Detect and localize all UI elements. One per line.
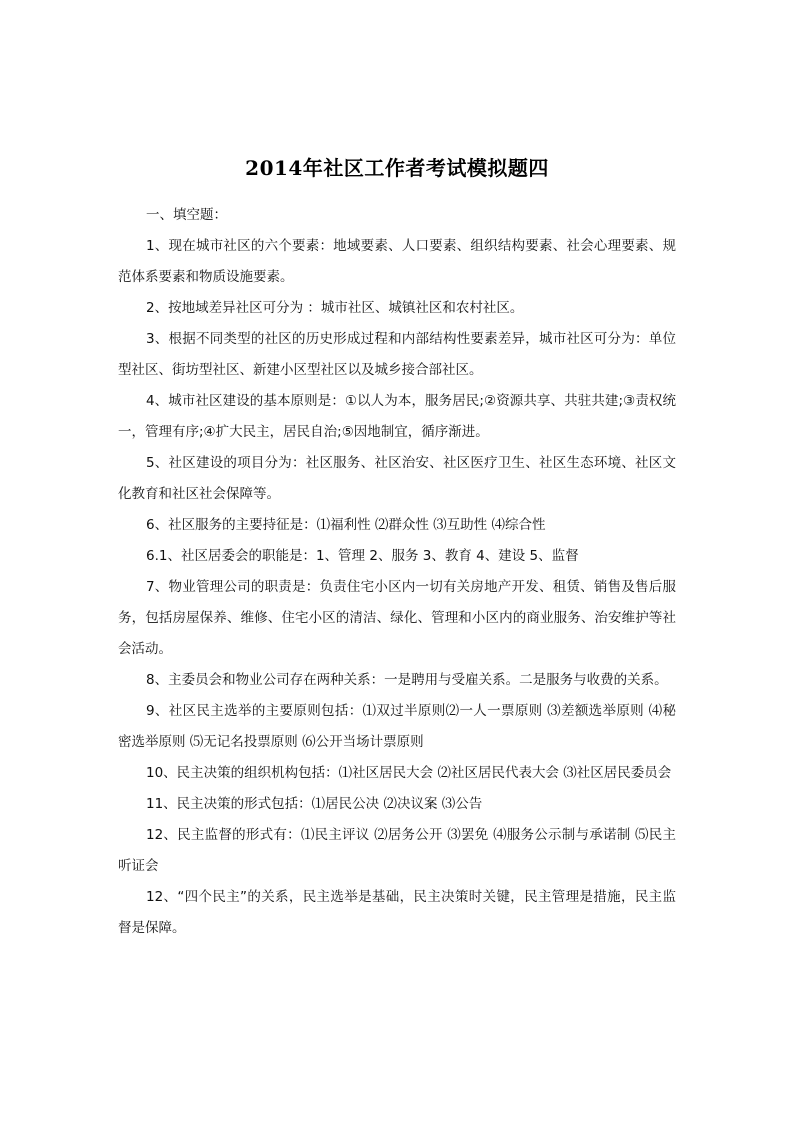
paragraph-6-1: 6.1、社区居委会的职能是：1、管理 2、服务 3、教育 4、建设 5、监督 xyxy=(146,548,579,564)
document-body xyxy=(118,200,676,944)
paragraph-4: 4、城市社区建设的基本原则是：①以人为本，服务居民;②资源共享、共驻共建;③责权统一，管理有序;④扩大民主，居民自治;⑤因地制宜，循序渐进。 xyxy=(118,393,676,440)
paragraph-6: 6、社区服务的主要持征是：⑴福利性 ⑵群众性 ⑶互助性 ⑷综合性 xyxy=(146,517,546,533)
paragraph-7: 7、物业管理公司的职责是：负责住宅小区内一切有关房地产开发、租赁、销售及售后服务，包括房屋保养、维修、住宅小区的清洁、绿化、管理和小区内的商业服务、治安维护等社会活动。 xyxy=(118,579,676,657)
paragraph-2: 2、按地域差异社区可分为 ：城市社区、城镇社区和农村社区。 xyxy=(146,300,524,316)
paragraph-12-four-democracies: 12、“四个民主”的关系，民主选举是基础，民主决策时关键，民主管理是措施，民主监督是保障。 xyxy=(118,889,676,936)
paragraph-8: 8、主委员会和物业公司存在两种关系：一是聘用与受雇关系。二是服务与收费的关系。 xyxy=(146,672,668,688)
document-title: 2014年社区工作者考试模拟题四 xyxy=(245,156,549,180)
paragraph-5: 5、社区建设的项目分为：社区服务、社区治安、社区医疗卫生、社区生态环境、社区文化教育和社区社会保障等。 xyxy=(118,455,676,502)
paragraph-11: 11、民主决策的形式包括：⑴居民公决 ⑵决议案 ⑶公告 xyxy=(146,796,483,812)
paragraph-3: 3、根据不同类型的社区的历史形成过程和内部结构性要素差异，城市社区可分为：单位型社区、街坊型社区、新建小区型社区以及城乡接合部社区。 xyxy=(118,331,676,378)
paragraph-12: 12、民主监督的形式有：⑴民主评议 ⑵居务公开 ⑶罢免 ⑷服务公示制与承诺制 ⑸民主听证会 xyxy=(118,827,676,874)
section-heading: 一、填空题： xyxy=(146,207,227,223)
paragraph-9: 9、社区民主选举的主要原则包括：⑴双过半原则⑵一人一票原则 ⑶差额选举原则 ⑷秘密选举原则 ⑸无记名投票原则 ⑹公开当场计票原则 xyxy=(118,703,676,750)
paragraph-1: 1、现在城市社区的六个要素：地域要素、人口要素、组织结构要素、社会心理要素、规范体系要素和物质设施要素。 xyxy=(118,238,676,285)
paragraph-10: 10、民主决策的组织机构包括：⑴社区居民大会 ⑵社区居民代表大会 ⑶社区居民委员会 xyxy=(146,765,672,781)
